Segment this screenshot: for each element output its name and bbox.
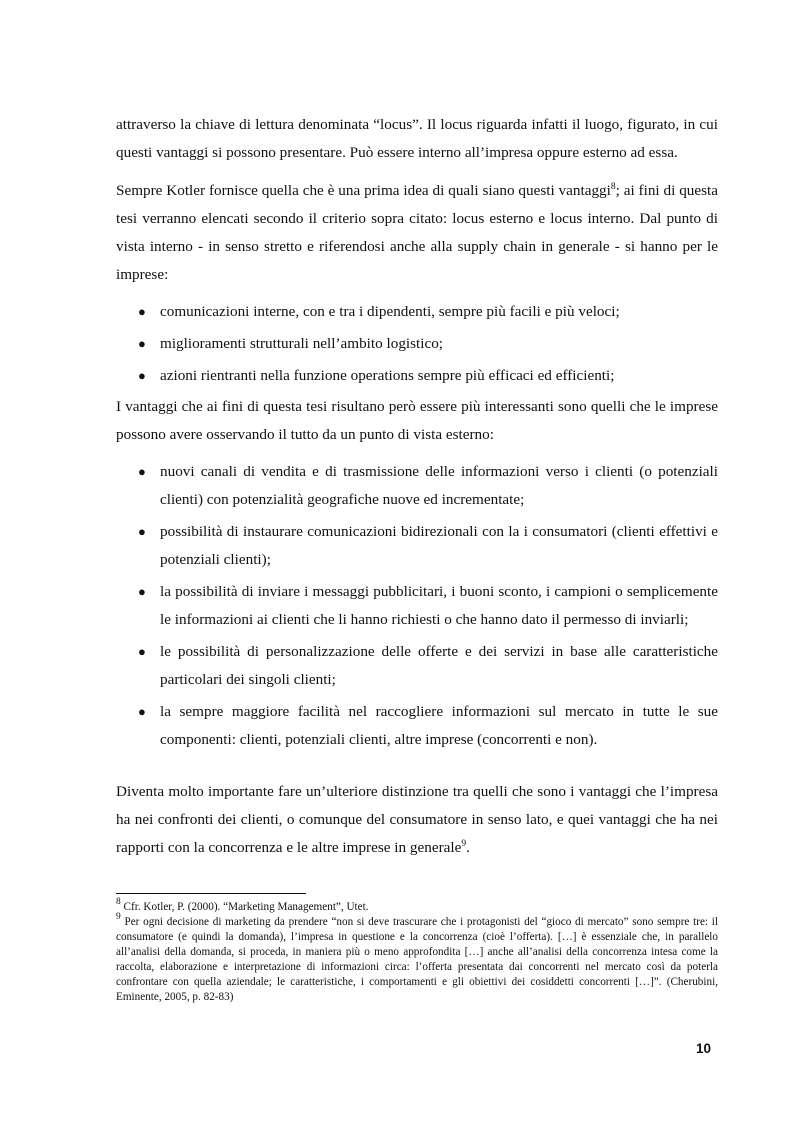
bullet-icon: ●: [138, 336, 146, 351]
list-item-text: la possibilità di inviare i messaggi pubblicitari, i buoni sconto, i campioni o semplicemente le informazioni ai clienti che li hanno richiesti o che hanno dato il permesso di inviarli;: [160, 583, 718, 628]
bullet-icon: ●: [138, 704, 146, 719]
paragraph-locus: attraverso la chiave di lettura denominata “locus”. Il locus riguarda infatti il luogo, figurato, in cui questi vantaggi si possono presentare. Può essere interno all’impresa oppure esterno ad essa.: [116, 116, 718, 161]
list-item: [116, 638, 718, 694]
bullet-icon: ●: [138, 524, 146, 539]
list-item: [116, 298, 718, 326]
list-item-text: le possibilità di personalizzazione delle offerte e dei servizi in base alle caratteristiche particolari dei singoli clienti;: [160, 643, 718, 688]
list-item: [116, 362, 718, 390]
footnote-ref-8[interactable]: 8: [610, 182, 616, 192]
paragraph-external-advantages: I vantaggi che ai fini di questa tesi risultano però essere più interessanti sono quelli che le imprese possono avere osservando il tutto da un punto di vista esterno:: [116, 398, 718, 443]
list-item: [116, 698, 718, 754]
list-item-text: comunicazioni interne, con e tra i dipendenti, sempre più facili e più veloci;: [160, 303, 620, 320]
footnote-text: Per ogni decisione di marketing da prendere “non si deve trascurare che i protagonisti del “gioco di mercato” sono sempre tre: il consumatore (e quindi la domanda), l’impresa in questione e la concorrenza (cioè l’offerta). […] è essenziale che, in parallelo all’analisi della domanda, si proceda, in maniera più o meno approfondita […] anche all’analisi della concorrenza intesa come la raccolta, elaborazione e interpretazione di informazioni circa: l’offerta presentata dai concorrenti nel mercato così da poterla confrontare con quella aziendale; le caratteristiche, i comportamenti e gli obiettivi dei cosiddetti concorrenti […]”. (Cherubini, Eminente, 2005, p. 82-83): [116, 916, 718, 1003]
bullet-icon: ●: [138, 644, 146, 659]
list-item-text: possibilità di instaurare comunicazioni bidirezionali con la i consumatori (clienti effettivi e potenziali clienti);: [160, 523, 718, 568]
list-item: [116, 578, 718, 634]
list-item-text: nuovi canali di vendita e di trasmissione delle informazioni verso i clienti (o potenziali clienti) con potenzialità geografiche nuove ed incrementate;: [160, 463, 718, 508]
internal-advantages-list: [116, 298, 718, 394]
footnote-divider: [116, 893, 306, 894]
footnote-number: 9: [116, 912, 121, 922]
list-item: [116, 458, 718, 514]
paragraph-kotler-text-cont: ; ai fini di questa tesi verranno elencati secondo il criterio sopra citato: locus esterno e locus interno. Dal punto di vista interno - in senso stretto e riferendosi anche alla supply chain in generale - si hanno per le imprese:: [116, 182, 718, 283]
footnote-number: 8: [116, 897, 121, 907]
paragraph-distinction-text: Diventa molto importante fare un’ulteriore distinzione tra quelli che sono i vantaggi che l’impresa ha nei confronti dei clienti, o comunque del consumatore in senso lato, e quei vantaggi che ha nei rapporti con la concorrenza e le altre imprese in generale: [116, 783, 718, 856]
bullet-icon: ●: [138, 368, 146, 383]
list-item: [116, 518, 718, 574]
footnotes: [116, 897, 718, 1005]
bullet-icon: ●: [138, 584, 146, 599]
footnote-9: [116, 912, 718, 1005]
footnote-8: [116, 897, 718, 915]
bullet-icon: ●: [138, 464, 146, 479]
list-item: [116, 330, 718, 358]
paragraph-kotler-text: Sempre Kotler fornisce quella che è una prima idea di quali siano questi vantaggi: [116, 182, 611, 199]
footnote-ref-9[interactable]: 9: [461, 839, 467, 849]
paragraph-distinction-end: .: [466, 839, 470, 856]
page-number: 10: [696, 1041, 712, 1056]
list-item-text: miglioramenti strutturali nell’ambito logistico;: [160, 335, 444, 352]
footnote-text: Cfr. Kotler, P. (2000). “Marketing Management”, Utet.: [120, 901, 369, 913]
paragraph-distinction: [116, 778, 718, 862]
list-item-text: azioni rientranti nella funzione operations sempre più efficaci ed efficienti;: [160, 367, 615, 384]
external-advantages-list: [116, 458, 718, 758]
paragraph-kotler-advantages: [116, 177, 718, 289]
bullet-icon: ●: [138, 304, 146, 319]
list-item-text: la sempre maggiore facilità nel raccogliere informazioni sul mercato in tutte le sue componenti: clienti, potenziali clienti, altre imprese (concorrenti e non).: [160, 703, 718, 748]
